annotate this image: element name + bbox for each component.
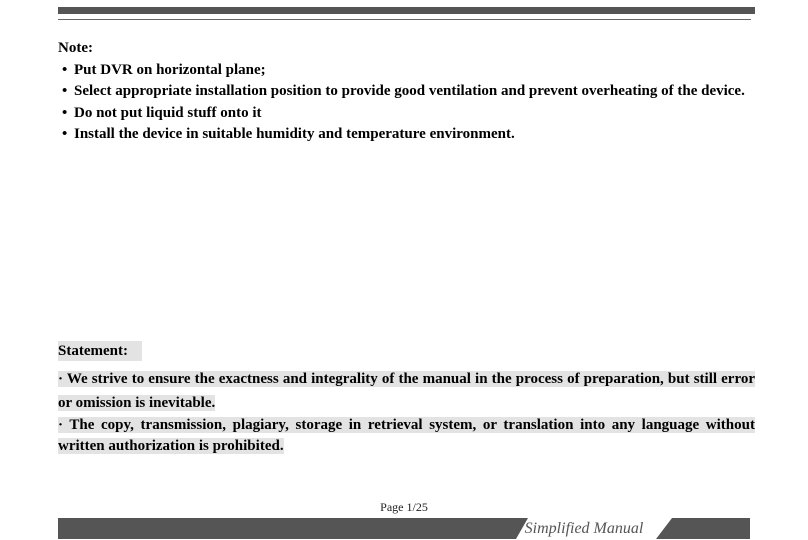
statement-text: · The copy, transmission, plagiary, storage in retrieval system, or translation into any language without written authorization is prohibited.	[58, 417, 755, 454]
statement-paragraph	[58, 415, 755, 457]
statement-title: Statement:	[58, 341, 142, 361]
statement-paragraph	[58, 367, 755, 415]
note-title: Note:	[58, 40, 93, 56]
statement-text: · We strive to ensure the exactness and integrality of the manual in the process of preparation, but still error or omission is inevitable.	[58, 371, 755, 411]
note-section	[58, 38, 755, 146]
footer-manual-label: Simplified Manual	[524, 520, 644, 537]
statement-section	[58, 341, 755, 457]
note-item: • Put DVR on horizontal plane;	[58, 60, 755, 82]
note-item: • Select appropriate installation position to provide good ventilation and prevent overheating of the device.	[58, 81, 755, 103]
note-item: • Install the device in suitable humidity and temperature environment.	[58, 124, 755, 146]
header-rule	[58, 19, 751, 20]
header-bar	[58, 7, 755, 14]
page-number: Page 1/25	[380, 500, 428, 514]
note-item: • Do not put liquid stuff onto it	[58, 103, 755, 125]
note-list	[58, 60, 755, 146]
